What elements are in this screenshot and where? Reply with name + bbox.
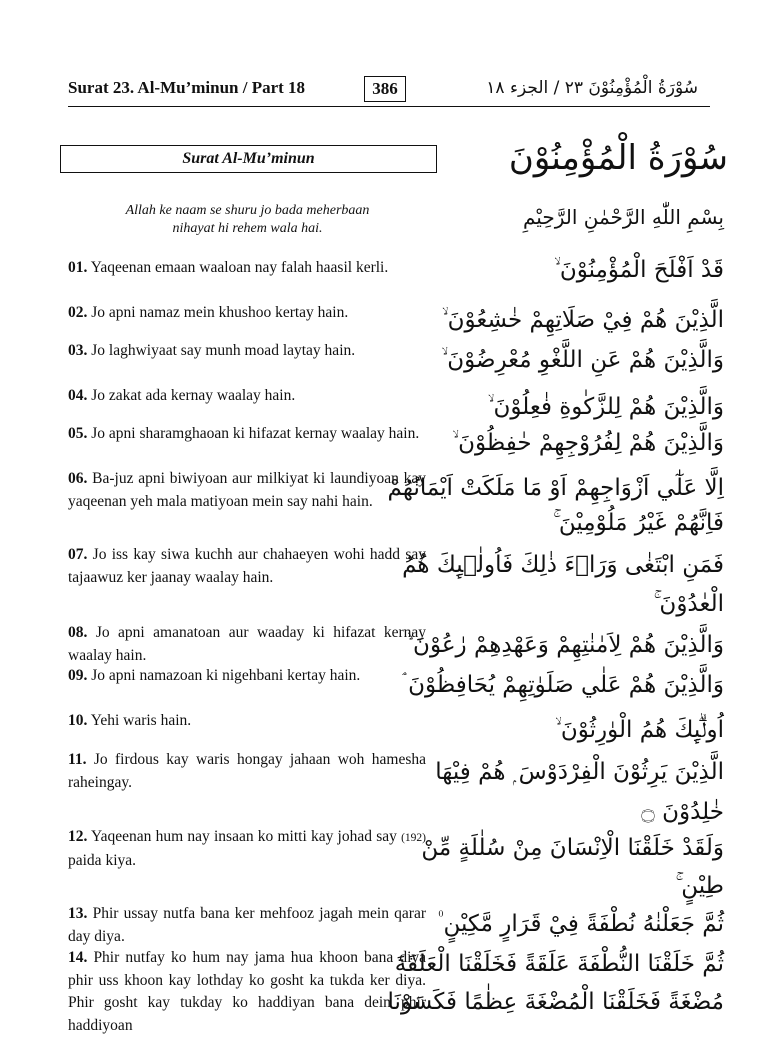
verse-text: Yaqeenan emaan waaloan nay falah haasil kerli.	[90, 259, 389, 276]
arabic-line-14: خٰلِدُوْنَ ۝	[641, 799, 724, 825]
basmala-line-2: nihayat hi rehem wala hai.	[172, 221, 323, 236]
arabic-line-17: ثُمَّ جَعَلْنٰهُ نُطْفَةً فِيْ قَرَارٍ مَّكِيْنٍ ۠	[437, 911, 724, 937]
arabic-line-4: وَالَّذِيْنَ هُمْ لِلزَّكٰوةِ فٰعِلُوْنَ ۙ	[487, 394, 724, 420]
verse-07	[68, 544, 426, 589]
verse-14	[68, 947, 426, 1037]
basmala-english	[60, 202, 435, 238]
arabic-line-19: مُضْغَةً فَخَلَقْنَا الْمُضْغَةَ عِظٰمًا فَكَسَوْنَا	[387, 989, 724, 1015]
verse-06	[68, 468, 426, 513]
arabic-line-10: وَالَّذِيْنَ هُمْ لِاَمٰنٰتِهِمْ وَعَهْدِهِمْ رٰعُوْنَ ۙ	[407, 632, 724, 658]
arabic-line-15: وَلَقَدْ خَلَقْنَا الْاِنْسَانَ مِنْ سُلٰلَةٍ مِّنْ	[421, 835, 724, 861]
verse-text: Phir ussay nutfa bana ker mehfooz jagah mein qarar day diya.	[68, 905, 426, 945]
verse-03	[68, 340, 426, 363]
header-divider	[68, 106, 710, 107]
arabic-line-8: فَمَنِ ابْتَغٰى وَرَاۗءَ ذٰلِكَ فَاُولٰۗىِٕكَ هُمُ	[402, 552, 724, 578]
verse-05	[68, 423, 426, 446]
verse-01	[68, 257, 426, 280]
page-number: 386	[364, 76, 406, 102]
verse-number: 11.	[68, 751, 87, 768]
header-arabic-title: سُوْرَةُ الْمُؤْمِنُوْنَ ٢٣ / الجزء ١٨	[486, 78, 698, 98]
verse-text: Phir nutfay ko hum nay jama hua khoon bana diya phir uss khoon kay lothday ko gosht ka tukda ker diya. Phir gosht kay tukday ko haddiyan bana dein phir haddiyoan	[68, 949, 426, 1034]
basmala-line-1: Allah ke naam se shuru jo bada meherbaan	[125, 203, 370, 218]
arabic-line-6: اِلَّا عَلٰٓي اَزْوَاجِهِمْ اَوْ مَا مَلَكَتْ اَيْمَانُهُمْ	[387, 475, 724, 501]
verse-13	[68, 903, 426, 948]
verse-number: 14.	[68, 949, 88, 966]
arabic-line-1: قَدْ اَفْلَحَ الْمُؤْمِنُوْنَ ۙ	[554, 257, 724, 283]
verse-10	[68, 710, 426, 733]
verse-number: 05.	[68, 425, 88, 442]
arabic-line-18: ثُمَّ خَلَقْنَا النُّطْفَةَ عَلَقَةً فَخَلَقْنَا الْعَلَقَةَ	[394, 951, 724, 977]
verse-number: 09.	[68, 667, 88, 684]
arabic-line-9: الْعٰدُوْنَ ۚ	[653, 591, 724, 617]
verse-text: Jo iss kay siwa kuchh aur chahaeyen wohi hadd say tajaawuz ker jaanay waalay hain.	[68, 546, 426, 586]
arabic-line-2: الَّذِيْنَ هُمْ فِيْ صَلَاتِهِمْ خٰشِعُوْنَ ۙ	[441, 307, 724, 333]
verse-text: Jo firdous kay waris hongay jahaan woh hamesha raheingay.	[68, 751, 426, 791]
verse-number: 08.	[68, 624, 88, 641]
verse-text: Yaqeenan hum nay insaan ko mitti kay johad say	[91, 828, 397, 845]
arabic-line-5: وَالَّذِيْنَ هُمْ لِفُرُوْجِهِمْ حٰفِظُوْنَ ۙ	[452, 430, 724, 456]
page-header	[68, 76, 710, 106]
verse-text: Jo apni namaz mein khushoo kertay hain.	[91, 304, 349, 321]
verse-text: Ba-juz apni biwiyoan aur milkiyat ki laundiyoan kay yaqeenan yeh mala matiyoan mein say nahi hain.	[68, 470, 427, 510]
arabic-line-16: طِيْنٍ ۚ	[675, 873, 724, 899]
verse-text: Jo apni amanatoan aur waaday ki hifazat kernay waalay hain.	[68, 624, 426, 664]
verse-number: 07.	[68, 546, 88, 563]
surah-title-arabic: سُوْرَةُ الْمُؤْمِنُوْنَ	[508, 138, 728, 178]
basmala-arabic: بِسْمِ اللّٰهِ الرَّحْمٰنِ الرَّحِيْمِ	[522, 205, 724, 229]
verse-number: 04.	[68, 387, 88, 404]
verse-11	[68, 749, 426, 794]
arabic-line-11: وَالَّذِيْنَ هُمْ عَلٰي صَلَوٰتِهِمْ يُحَافِظُوْنَ ۘ	[402, 672, 724, 698]
arabic-line-12: اُولٰۗىِٕكَ هُمُ الْوٰرِثُوْنَ ۙ	[555, 717, 724, 743]
verse-number: 03.	[68, 342, 88, 359]
verse-text: Jo apni sharamghaoan ki hifazat kernay waalay hain.	[91, 425, 420, 442]
verse-text-cont: paida kiya.	[68, 851, 137, 869]
verse-text: Jo zakat ada kernay waalay hain.	[91, 387, 296, 404]
verse-number: 01.	[68, 259, 88, 276]
verse-text: Yehi waris hain.	[90, 712, 192, 729]
verse-text: Jo laghwiyaat say munh moad laytay hain.	[91, 342, 356, 359]
arabic-line-3: وَالَّذِيْنَ هُمْ عَنِ اللَّغْوِ مُعْرِضُوْنَ ۙ	[441, 347, 724, 373]
verse-text: Jo apni namazoan ki nigehbani kertay hain.	[91, 667, 361, 684]
footnote-reference: (192)	[401, 832, 426, 844]
verse-number: 10.	[68, 712, 88, 729]
verse-12	[68, 826, 426, 872]
verse-09	[68, 665, 426, 688]
arabic-line-7: فَاِنَّهُمْ غَيْرُ مَلُوْمِيْنَ ۚ	[553, 510, 724, 536]
verse-04	[68, 385, 426, 408]
arabic-line-13: الَّذِيْنَ يَرِثُوْنَ الْفِرْدَوْسَ ۭ هُمْ فِيْهَا	[435, 759, 724, 785]
header-surah-title: Surat 23. Al-Mu’minun / Part 18	[68, 78, 306, 97]
verse-number: 12.	[68, 828, 88, 845]
verse-number: 02.	[68, 304, 88, 321]
surah-title-english: Surat Al-Mu’minun	[60, 145, 437, 173]
verse-02	[68, 302, 426, 325]
verse-number: 13.	[68, 905, 88, 922]
verse-number: 06.	[68, 470, 88, 487]
verse-08	[68, 622, 426, 667]
